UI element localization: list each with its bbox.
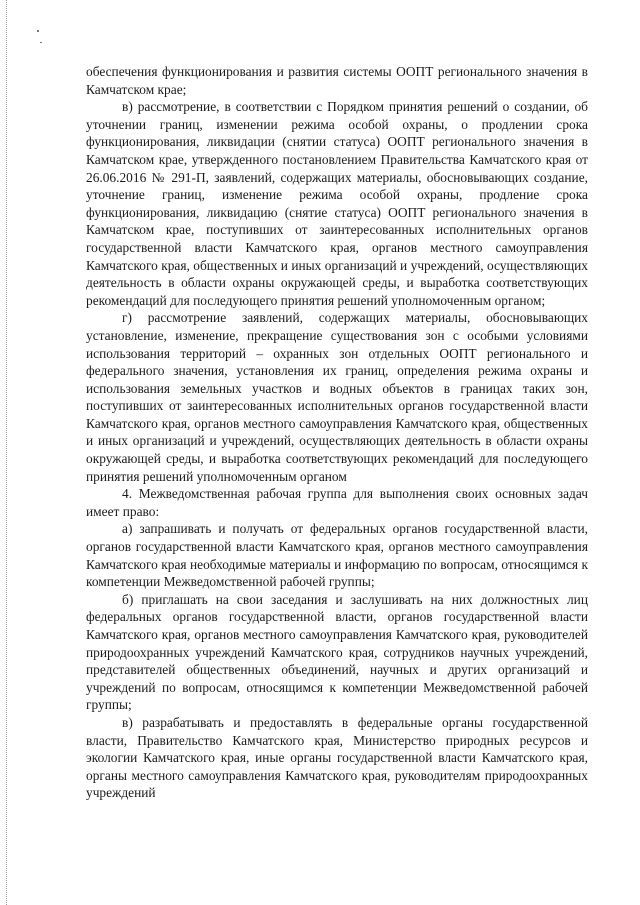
- document-body: [86, 63, 588, 802]
- scan-speck: [40, 42, 42, 43]
- page-binding-edge: [6, 0, 7, 905]
- paragraph-continuation: обеспечения функционирования и развития системы ООПТ регионального значения в Камчатском крае;: [86, 64, 588, 97]
- paragraph-item-g-protection-zones: г) рассмотрение заявлений, содержащих материалы, обосновывающих установление, изменение, прекращение существования зон с особыми условиями использования территорий – охранных зон отдельных ООПТ регионального и федерального значения, установления их границ, определения режима охраны и использования земельных участков и водных объектов в границах таких зон, поступивших от заинтересованных исполнительных органов государственной власти Камчатского края, органов местного самоуправления Камчатского края, общественных и иных организаций и учреждений, осуществляющих деятельность в области охраны окружающей среды, и выработка соответствующих рекомендаций для последующего принятия решений уполномоченным органом: [86, 310, 588, 484]
- scan-speck: [37, 30, 39, 32]
- paragraph-item-v-develop: в) разрабатывать и предоставлять в федеральные органы государственной власти, Правительство Камчатского края, Министерство природных ресурсов и экологии Камчатского края, иные органы государственной власти Камчатского края, органы местного самоуправления Камчатского края, руководителям природоохранных учреждений: [86, 714, 588, 801]
- paragraph-item-v-review-ooptp: в) рассмотрение, в соответствии с Порядком принятия решений о создании, об уточнении границ, изменении режима особой охраны, о продлении срока функционирования, ликвидации (снятии статуса) ООПТ регионального значения в Камчатском крае, утвержденного постановлением Правительства Камчатского края от 26.06.2016 № 291-П, заявлений, содержащих материалы, обосновывающих создание, уточнение границ, изменение режима особой охраны, продление срока функционирования, ликвидацию (снятие статуса) ООПТ регионального значения в Камчатском крае, поступивших от заинтересованных исполнительных органов государственной власти Камчатского края, органов местного самоуправления Камчатского края, общественных и иных организаций и учреждений, осуществляющих деятельность в области охраны окружающей среды, и выработка соответствующих рекомендаций для последующего принятия решений уполномоченным органом;: [86, 99, 588, 308]
- paragraph-section-4-rights: 4. Межведомственная рабочая группа для выполнения своих основных задач имеет право:: [86, 486, 588, 519]
- paragraph-item-b-invite: б) приглашать на свои заседания и заслушивать на них должностных лиц федеральных органов государственной власти, органов государственной власти Камчатского края, органов местного самоуправления Камчатского края, руководителей природоохранных учреждений Камчатского края, сотрудников научных учреждений, представителей общественных объединений, научных и других организаций и учреждений по вопросам, относящимся к компетенции Межведомственной рабочей группы;: [86, 591, 588, 713]
- paragraph-item-a-request: а) запрашивать и получать от федеральных органов государственной власти, органов государственной власти Камчатского края, органов местного самоуправления Камчатского края необходимые материалы и информацию по вопросам, относящимся к компетенции Межведомственной рабочей группы;: [86, 521, 588, 590]
